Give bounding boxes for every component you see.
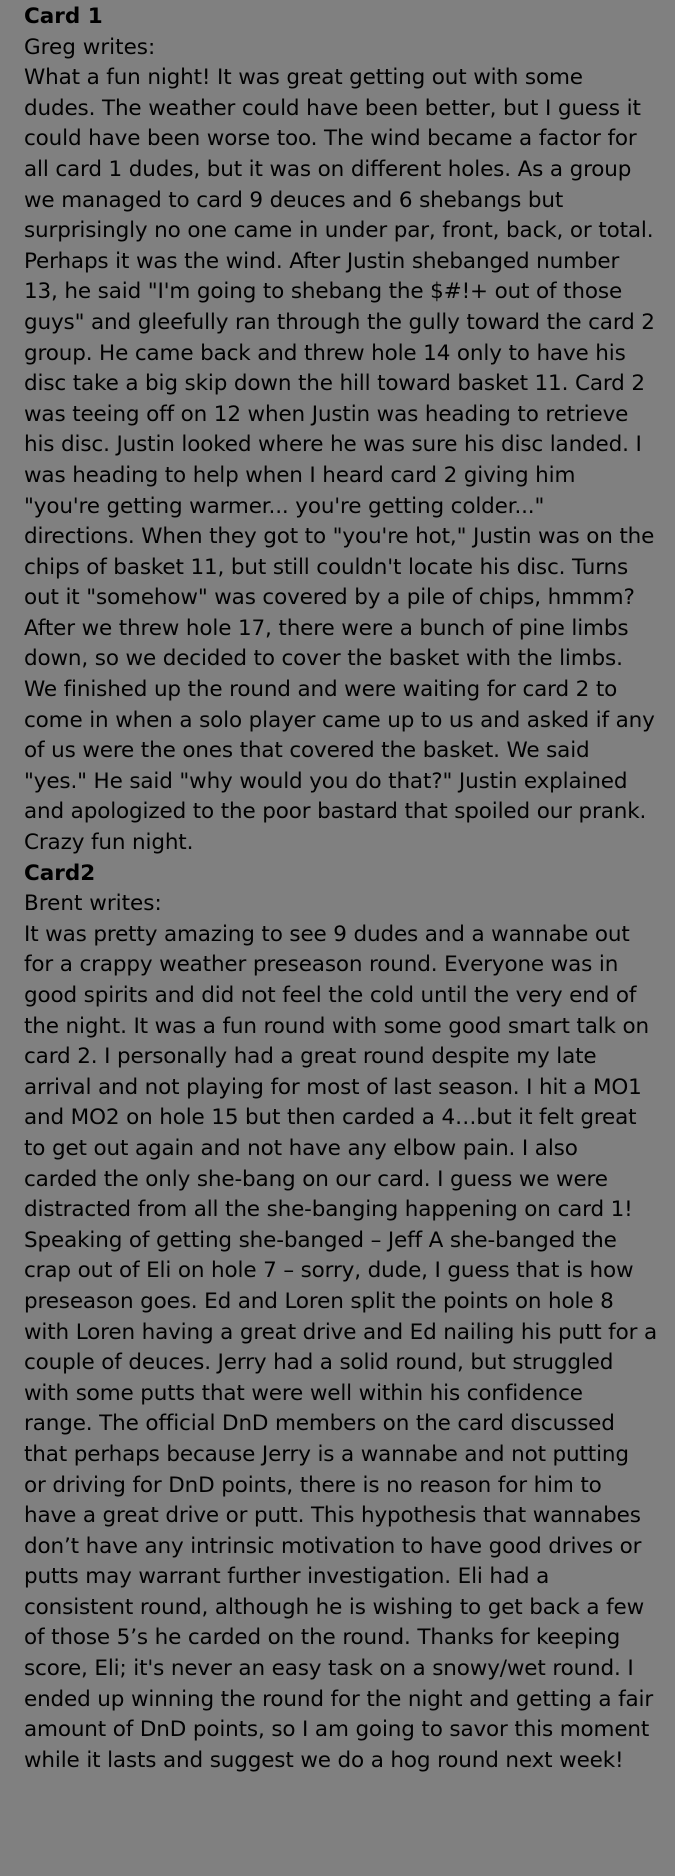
card-2-body: It was pretty amazing to see 9 dudes and a wannabe out for a crappy weather preseason round. Everyone was in good spirits and did not feel the cold until the very end of the night. It was a fun round with some good smart talk on card 2. I personally had a great round despite my late arrival and not playing for most of last season. I hit a MO1 and MO2 on hole 15 but then carded a 4…but it felt great to get out again and not have any elbow pain. I also carded the only she-bang on our card. I guess we were distracted from all the she-banging happening on card 1! Speaking of getting she-banged – Jeff A she-banged the crap out of Eli on hole 7 – sorry, dude, I guess that is how preseason goes. Ed and Loren split the points on hole 8 with Loren having a great drive and Ed nailing his putt for a couple of deuces. Jerry had a solid round, but struggled with some putts that were well within his confidence range. The official DnD members on the card discussed that perhaps because Jerry is a wannabe and not putting or driving for DnD points, there is no reason for him to have a great drive or putt. This hypothesis that wannabes don’t have any intrinsic motivation to have good drives or putts may warrant further investigation. Eli had a consistent round, although he is wishing to get back a few of those 5’s he carded on the round. Thanks for keeping score, Eli; it's never an easy task on a snowy/wet round. I ended up winning the round for the night and getting a fair amount of DnD points, so I am going to savor this moment while it lasts and suggest we do a hog round next week! — [24, 921, 658, 1773]
card-2-author: Brent writes: — [24, 891, 162, 917]
card-1-body: What a fun night! It was great getting out with some dudes. The weather could have been better, but I guess it could have been worse too. The wind became a factor for all card 1 dudes, but it was on different holes. As a group we managed to card 9 deuces and 6 shebangs but surprisingly no one came in under par, front, back, or total. Perhaps it was the wind. After Justin shebanged number 13, he said "I'm going to shebang the $#!+ out of those guys" and gleefully ran through the gully toward the card 2 group. He came back and threw hole 14 only to have his disc take a big skip down the hill toward basket 11. Card 2 was teeing off on 12 when Justin was heading to retrieve his disc. Justin looked where he was sure his disc landed. I was heading to help when I heard card 2 giving him "you're getting warmer... you're getting colder..." directions. When they got to "you're hot," Justin was on the chips of basket 11, but still couldn't locate his disc. Turns out it "somehow" was covered by a pile of chips, hmmm? After we threw hole 17, there were a bunch of pine limbs down, so we decided to cover the basket with the limbs. We finished up the round and were waiting for card 2 to come in when a solo player came up to us and asked if any of us were the ones that covered the basket. We said "yes." He said "why would you do that?" Justin explained and apologized to the poor bastard that spoiled our prank. Crazy fun night. — [24, 65, 655, 856]
card-1-author: Greg writes: — [24, 34, 156, 60]
card-1-section — [24, 2, 657, 859]
card-2-heading: Card2 — [24, 860, 96, 886]
card-2-section — [24, 859, 657, 1777]
card-1-heading: Card 1 — [24, 4, 103, 29]
